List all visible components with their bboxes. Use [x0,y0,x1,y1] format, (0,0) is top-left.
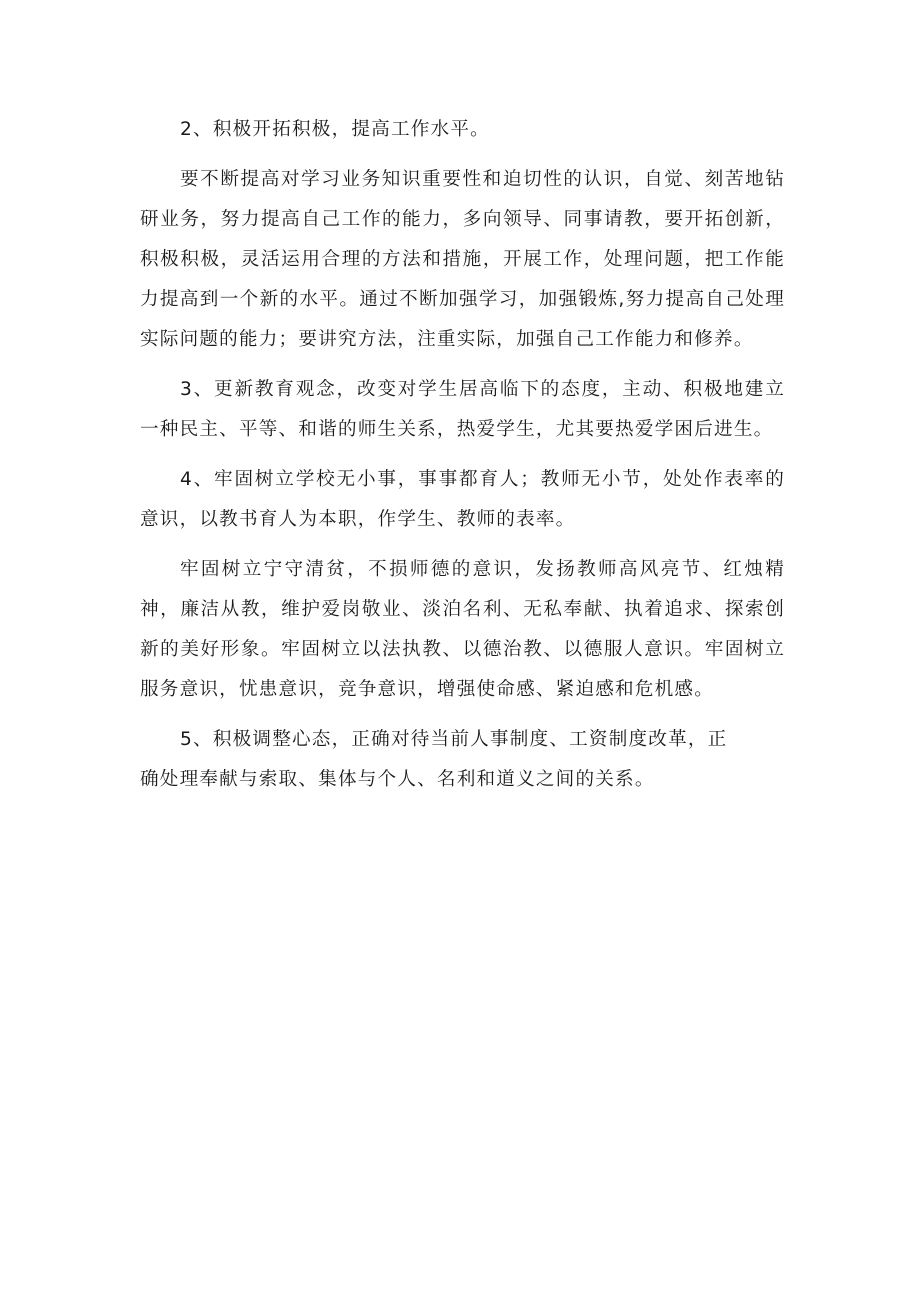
section-item-5-continuation [140,760,785,800]
section-item-3: 3、更新教育观念，改变对学生居高临下的态度，主动、积极地建立一种民主、平等、和谐的师生关系，热爱学生，尤其要热爱学困后进生。 [140,379,785,440]
section-heading-2: 2、积极开拓积极，提高工作水平。 [180,119,490,140]
section-item-5 [140,720,785,760]
section-item-5-line-1: 5、积极调整心态，正确对待当前人事制度、工资制度改革，正 [180,729,728,750]
section-item-4: 4、牢固树立学校无小事，事事都育人；教师无小节，处处作表率的意识，以教书育人为本职，作学生、教师的表率。 [140,469,785,530]
paragraph-teacher-ethics: 牢固树立宁守清贫，不损师德的意识，发扬教师高风亮节、红烛精神，廉洁从教，维护爱岗敬业、淡泊名利、无私奉献、执着追求、探索创新的美好形象。牢固树立以法执教、以德治教、以德服人意识。牢固树立服务意识，忧患意识，竞争意识，增强使命感、紧迫感和危机感。 [140,559,785,700]
paragraph-study-business: 要不断提高对学习业务知识重要性和迫切性的认识，自觉、刻苦地钻研业务，努力提高自己工作的能力，多向领导、同事请教，要开拓创新，积极积极，灵活运用合理的方法和措施，开展工作，处理问题，把工作能力提高到一个新的水平。通过不断加强学习，加强锻炼,努力提高自己处理实际问题的能力；要讲究方法，注重实际，加强自己工作能力和修养。 [140,169,785,350]
section-item-5-line-2: 确处理奉献与索取、集体与个人、名利和道义之间的关系。 [140,769,655,790]
document-body [140,110,785,800]
